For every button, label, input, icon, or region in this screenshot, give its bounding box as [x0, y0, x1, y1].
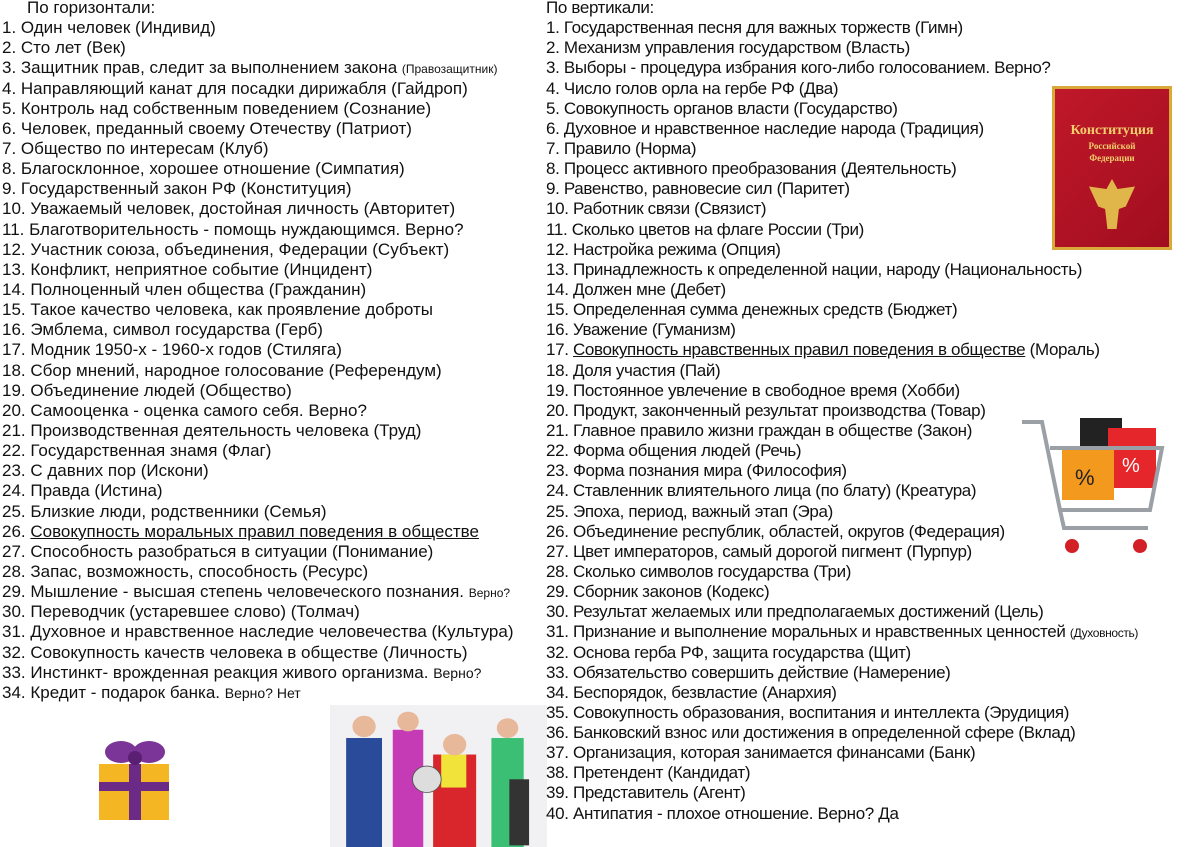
- clue-text: 16. Эмблема, символ государства (Герб): [2, 320, 323, 340]
- clue-text: 26. Объединение республик, областей, округов (Федерация): [546, 521, 1005, 541]
- clue-text: 23. С давних пор (Искони): [2, 461, 209, 481]
- percent-tag: %: [1075, 465, 1095, 490]
- clue-item: [546, 441, 1138, 461]
- clue-item: [2, 663, 514, 683]
- clue-item: [546, 421, 1138, 441]
- clue-item: [546, 361, 1138, 381]
- clue-text: 38. Претендент (Кандидат): [546, 763, 751, 783]
- clue-item: [2, 421, 514, 441]
- clue-text: 2. Механизм управления государством (Власть): [546, 38, 910, 58]
- clue-item: [2, 199, 514, 219]
- clue-text: 18. Доля участия (Пай): [546, 360, 721, 380]
- clue-text: 11. Сколько цветов на флаге России (Три): [546, 219, 864, 239]
- band-photo-image: [330, 705, 547, 847]
- clue-note: (Правозащитник): [401, 62, 498, 77]
- clue-item: [2, 522, 514, 542]
- clue-answer: (Мораль): [1025, 340, 1100, 360]
- clue-item: [2, 542, 514, 562]
- clue-text: 29. Сборник законов (Кодекс): [546, 582, 770, 602]
- clue-text: Совокупность моральных правил поведения в обществе: [30, 521, 479, 541]
- clue-text: 32. Совокупность качеств человека в обществе (Личность): [2, 642, 468, 662]
- clue-item: [2, 481, 514, 501]
- clue-text: 30. Результат желаемых или предполагаемых достижений (Цель): [546, 602, 1044, 622]
- clue-item: [546, 481, 1138, 501]
- clue-text: 31. Признание и выполнение моральных и нравственных ценностей: [546, 622, 1070, 642]
- clue-text: 10. Уважаемый человек, достойная личность (Авторитет): [2, 199, 456, 219]
- clue-text: 6. Человек, преданный своему Отечеству (Патриот): [2, 118, 412, 138]
- clue-item: [546, 320, 1138, 340]
- clue-item: [2, 461, 514, 481]
- clue-item: [546, 38, 1138, 58]
- clue-item: [546, 703, 1138, 723]
- clue-item: [546, 804, 1138, 824]
- clue-item: [546, 602, 1138, 622]
- clue-text: 39. Представитель (Агент): [546, 783, 746, 803]
- clue-text: 20. Продукт, законченный результат производства (Товар): [546, 400, 986, 420]
- clue-text: 16. Уважение (Гуманизм): [546, 320, 736, 340]
- clue-item: [546, 683, 1138, 703]
- clue-item: [2, 683, 514, 703]
- clue-item: [546, 542, 1138, 562]
- clue-item: [546, 300, 1138, 320]
- clue-item: [546, 723, 1138, 743]
- clue-text: 25. Близкие люди, родственники (Семья): [2, 501, 327, 521]
- book-title: Конституция: [1070, 123, 1154, 138]
- clue-item: [2, 179, 514, 199]
- clue-text: 1. Государственная песня для важных торжеств (Гимн): [546, 18, 963, 38]
- clue-note: (Духовность): [1069, 626, 1139, 641]
- clue-text: 30. Переводчик (устаревшее слово) (Толмач): [2, 602, 360, 622]
- clue-item: [2, 562, 514, 582]
- clue-text: 18. Сбор мнений, народное голосование (Референдум): [2, 360, 442, 380]
- clue-item: [546, 99, 1138, 119]
- clue-text: 13. Конфликт, неприятное событие (Инцидент): [2, 259, 373, 279]
- clue-item: [546, 622, 1138, 642]
- clue-number: 26.: [2, 521, 31, 541]
- clue-item: [2, 79, 514, 99]
- clue-item: [546, 663, 1138, 683]
- clue-text: 31. Духовное и нравственное наследие человечества (Культура): [2, 622, 514, 642]
- clue-text: 28. Сколько символов государства (Три): [546, 561, 852, 581]
- clue-text: Совокупность нравственных правил поведения в обществе: [572, 340, 1026, 360]
- clue-text: 3. Выборы - процедура избрания кого-либо голосованием. Верно?: [546, 58, 1051, 78]
- clue-text: 12. Участник союза, объединения, Федерации (Субъект): [2, 239, 450, 259]
- clue-item: [546, 643, 1138, 663]
- clue-item: [546, 340, 1138, 360]
- book-subtitle-1: Российской: [1088, 141, 1136, 151]
- clue-text: 12. Настройка режима (Опция): [546, 239, 781, 259]
- clue-item: [2, 38, 514, 58]
- horizontal-clues: [2, 0, 514, 703]
- clue-item: [2, 401, 514, 421]
- clue-text: 8. Процесс активного преобразования (Деятельность): [546, 159, 957, 179]
- clue-text: 14. Полноценный член общества (Гражданин): [2, 279, 367, 299]
- clue-item: [546, 502, 1138, 522]
- clue-text: 34. Беспорядок, безвластие (Анархия): [546, 682, 837, 702]
- clue-item: [2, 280, 514, 300]
- clue-text: 10. Работник связи (Связист): [546, 199, 767, 219]
- clue-item: [546, 18, 1138, 38]
- clue-item: [2, 320, 514, 340]
- clue-item: [546, 562, 1138, 582]
- clue-text: 8. Благосклонное, хорошее отношение (Симпатия): [2, 159, 405, 179]
- clue-item: [2, 602, 514, 622]
- clue-item: [2, 58, 514, 78]
- clue-item: [2, 99, 514, 119]
- clue-item: [546, 58, 1138, 78]
- clue-text: 19. Постоянное увлечение в свободное время (Хобби): [546, 380, 960, 400]
- clue-text: 17. Модник 1950-х - 1960-х годов (Стиляга): [2, 340, 342, 360]
- clue-item: [2, 139, 514, 159]
- clue-text: 7. Общество по интересам (Клуб): [2, 138, 269, 158]
- clue-text: 4. Направляющий канат для посадки дирижабля (Гайдроп): [2, 78, 468, 98]
- clue-text: 32. Основа герба РФ, защита государства (Щит): [546, 642, 911, 662]
- clue-text: 1. Один человек (Индивид): [2, 18, 216, 38]
- percent-tag-2: %: [1122, 455, 1140, 477]
- clue-text: 11. Благотворительность - помощь нуждающимся. Верно?: [2, 219, 464, 239]
- clue-item: [546, 381, 1138, 401]
- clue-item: [2, 582, 514, 602]
- clue-item: [546, 119, 1138, 139]
- clue-text: 29. Мышление - высшая степень человеческого познания.: [2, 582, 469, 602]
- clue-text: 24. Правда (Истина): [2, 481, 163, 501]
- clue-text: 4. Число голов орла на гербе РФ (Два): [546, 78, 839, 98]
- clue-text: 21. Производственная деятельность человека (Труд): [2, 420, 422, 440]
- clue-item: [546, 260, 1138, 280]
- clue-item: [2, 441, 514, 461]
- clue-text: 22. Государственная знамя (Флаг): [2, 441, 272, 461]
- clue-text: 27. Цвет императоров, самый дорогой пигмент (Пурпур): [546, 541, 972, 561]
- clue-text: 37. Организация, которая занимается финансами (Банк): [546, 743, 976, 763]
- clue-item: [546, 401, 1138, 421]
- clue-item: [2, 502, 514, 522]
- clue-item: [546, 461, 1138, 481]
- clue-text: 13. Принадлежность к определенной нации, народу (Национальность): [546, 259, 1083, 279]
- clue-item: [546, 199, 1138, 219]
- clue-item: [2, 260, 514, 280]
- clue-item: [546, 582, 1138, 602]
- clue-note: Верно?: [433, 664, 482, 681]
- clue-item: [2, 159, 514, 179]
- clue-item: [2, 18, 514, 38]
- clue-item: [546, 763, 1138, 783]
- clue-text: 28. Запас, возможность, способность (Ресурс): [2, 561, 369, 581]
- clue-text: 3. Защитник прав, следит за выполнением закона: [2, 58, 402, 78]
- clue-text: 2. Сто лет (Век): [2, 38, 126, 58]
- clue-text: 20. Самооценка - оценка самого себя. Верно?: [2, 400, 367, 420]
- clue-item: [546, 139, 1138, 159]
- vertical-clues: [546, 0, 1138, 824]
- clue-text: 15. Такое качество человека, как проявление доброты: [2, 300, 433, 320]
- clue-item: [546, 179, 1138, 199]
- clue-item: [546, 743, 1138, 763]
- clue-number: 17.: [546, 340, 573, 360]
- clue-item: [546, 522, 1138, 542]
- clue-text: 15. Определенная сумма денежных средств (Бюджет): [546, 300, 958, 320]
- gift-box-image: [95, 730, 173, 822]
- clue-text: 7. Правило (Норма): [546, 138, 697, 158]
- clue-text: 9. Равенство, равновесие сил (Паритет): [546, 179, 850, 199]
- clue-item: [2, 119, 514, 139]
- clue-text: 34. Кредит - подарок банка.: [2, 682, 225, 702]
- clue-text: 25. Эпоха, период, важный этап (Эра): [546, 501, 833, 521]
- clue-item: [2, 340, 514, 360]
- clue-item: [546, 79, 1138, 99]
- clue-text: 24. Ставленник влиятельного лица (по блату) (Креатура): [546, 481, 977, 501]
- clue-text: 33. Инстинкт- врожденная реакция живого организма.: [2, 662, 434, 682]
- clue-item: [2, 381, 514, 401]
- clue-text: 6. Духовное и нравственное наследие народа (Традиция): [546, 118, 984, 138]
- clue-text: 21. Главное правило жизни граждан в обществе (Закон): [546, 420, 973, 440]
- clue-note: Верно? Нет: [224, 684, 301, 701]
- clue-item: [546, 240, 1138, 260]
- clue-text: 14. Должен мне (Дебет): [546, 279, 726, 299]
- clue-item: [2, 300, 514, 320]
- clue-text: 5. Контроль над собственным поведением (Сознание): [2, 98, 432, 118]
- clue-text: 9. Государственный закон РФ (Конституция): [2, 179, 352, 199]
- vertical-header: По вертикали:: [546, 0, 654, 17]
- clue-text: 35. Совокупность образования, воспитания и интеллекта (Эрудиция): [546, 702, 1070, 722]
- clue-item: [2, 361, 514, 381]
- clue-text: 36. Банковский взнос или достижения в определенной сфере (Вклад): [546, 723, 1076, 743]
- clue-text: 27. Способность разобраться в ситуации (Понимание): [2, 541, 434, 561]
- clue-item: [2, 240, 514, 260]
- clue-text: 19. Объединение людей (Общество): [2, 380, 292, 400]
- clue-item: [546, 280, 1138, 300]
- clue-item: [2, 643, 514, 663]
- clue-text: 23. Форма познания мира (Философия): [546, 461, 847, 481]
- clue-text: 22. Форма общения людей (Речь): [546, 441, 802, 461]
- clue-item: [546, 159, 1138, 179]
- clue-item: [2, 220, 514, 240]
- clue-item: [2, 622, 514, 642]
- clue-text: 33. Обязательство совершить действие (Намерение): [546, 662, 951, 682]
- book-subtitle-2: Федерации: [1089, 153, 1135, 163]
- clue-item: [546, 220, 1138, 240]
- clue-item: [546, 783, 1138, 803]
- clue-note: Верно?: [468, 586, 511, 601]
- horizontal-header: По горизонтали:: [27, 0, 156, 17]
- clue-text: 40. Антипатия - плохое отношение. Верно? Да: [546, 803, 899, 823]
- clue-text: 5. Совокупность органов власти (Государство): [546, 98, 898, 118]
